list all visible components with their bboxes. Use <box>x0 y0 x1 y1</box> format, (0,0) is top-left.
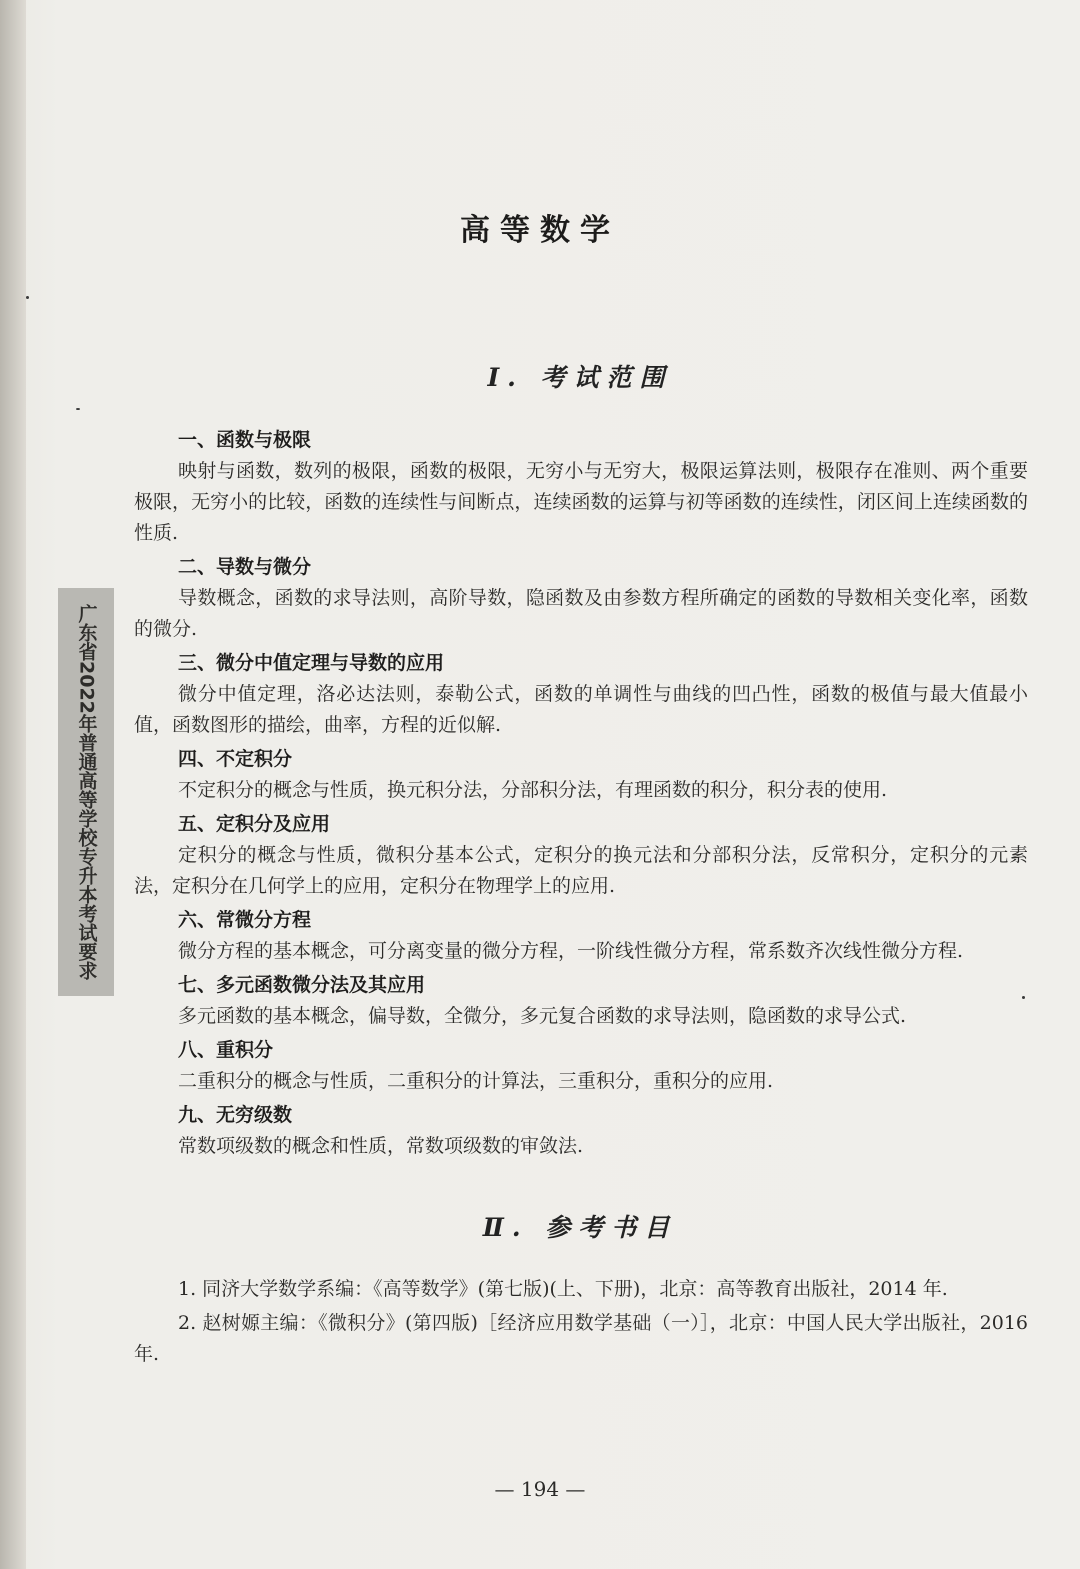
reference-list <box>134 1274 1028 1373</box>
exam-scope-content <box>134 425 1028 1165</box>
topic-title: 四、不定积分 <box>178 748 293 770</box>
topic-title: 五、定积分及应用 <box>178 813 331 835</box>
topic-title: 六、常微分方程 <box>178 909 312 931</box>
topic-title: 九、无穷级数 <box>178 1104 293 1126</box>
topic-body: 定积分的概念与性质，微积分基本公式，定积分的换元法和分部积分法，反常积分，定积分的元素法，定积分在几何学上的应用，定积分在物理学上的应用. <box>134 844 1028 897</box>
topic-body: 多元函数的基本概念，偏导数，全微分，多元复合函数的求导法则，隐函数的求导公式. <box>178 1005 907 1027</box>
scan-speck <box>26 296 29 299</box>
topic-body: 二重积分的概念与性质，二重积分的计算法，三重积分，重积分的应用. <box>178 1070 774 1092</box>
topic-body: 映射与函数，数列的极限，函数的极限，无穷小与无穷大，极限运算法则，极限存在准则、两个重要极限，无穷小的比较，函数的连续性与间断点，连续函数的运算与初等函数的连续性，闭区间上连续函数的性质. <box>134 460 1028 544</box>
topic-title: 一、函数与极限 <box>178 429 312 451</box>
page-number: — 194 — <box>494 1477 586 1501</box>
topic-body: 导数概念，函数的求导法则，高阶导数，隐函数及由参数方程所确定的函数的导数相关变化率，函数的微分. <box>134 587 1028 640</box>
topic-body: 微分中值定理，洛必达法则，泰勒公式，函数的单调性与曲线的凹凸性，函数的极值与最大值最小值，函数图形的描绘，曲率，方程的近似解. <box>134 683 1028 736</box>
page-title: 高等数学 <box>460 213 620 248</box>
topic-body: 微分方程的基本概念，可分离变量的微分方程，一阶线性微分方程，常系数齐次线性微分方程. <box>178 940 964 962</box>
reference-item: 1. 同济大学数学系编：《高等数学》(第七版)(上、下册)，北京：高等教育出版社，2014 年. <box>178 1278 948 1300</box>
scan-speck <box>76 408 80 410</box>
topic-body: 常数项级数的概念和性质，常数项级数的审敛法. <box>178 1135 584 1157</box>
topic-title: 七、多元函数微分法及其应用 <box>178 974 426 996</box>
topic-title: 八、重积分 <box>178 1039 274 1061</box>
topic-title: 二、导数与微分 <box>178 556 312 578</box>
topic-body: 不定积分的概念与性质，换元积分法，分部积分法，有理函数的积分，积分表的使用. <box>178 779 888 801</box>
section-heading-scope: Ⅰ. 考试范围 <box>487 363 673 392</box>
topic-title: 三、微分中值定理与导数的应用 <box>178 652 445 674</box>
side-tab-label: 广东省2022年普通高等学校专升本考试要求 <box>75 604 98 980</box>
reference-item: 2. 赵树嫄主编：《微积分》(第四版)［经济应用数学基础（一）］，北京：中国人民大学出版社，2016 年. <box>134 1312 1028 1365</box>
section-heading-references: Ⅱ. 参考书目 <box>482 1213 678 1242</box>
side-tab <box>58 588 114 996</box>
